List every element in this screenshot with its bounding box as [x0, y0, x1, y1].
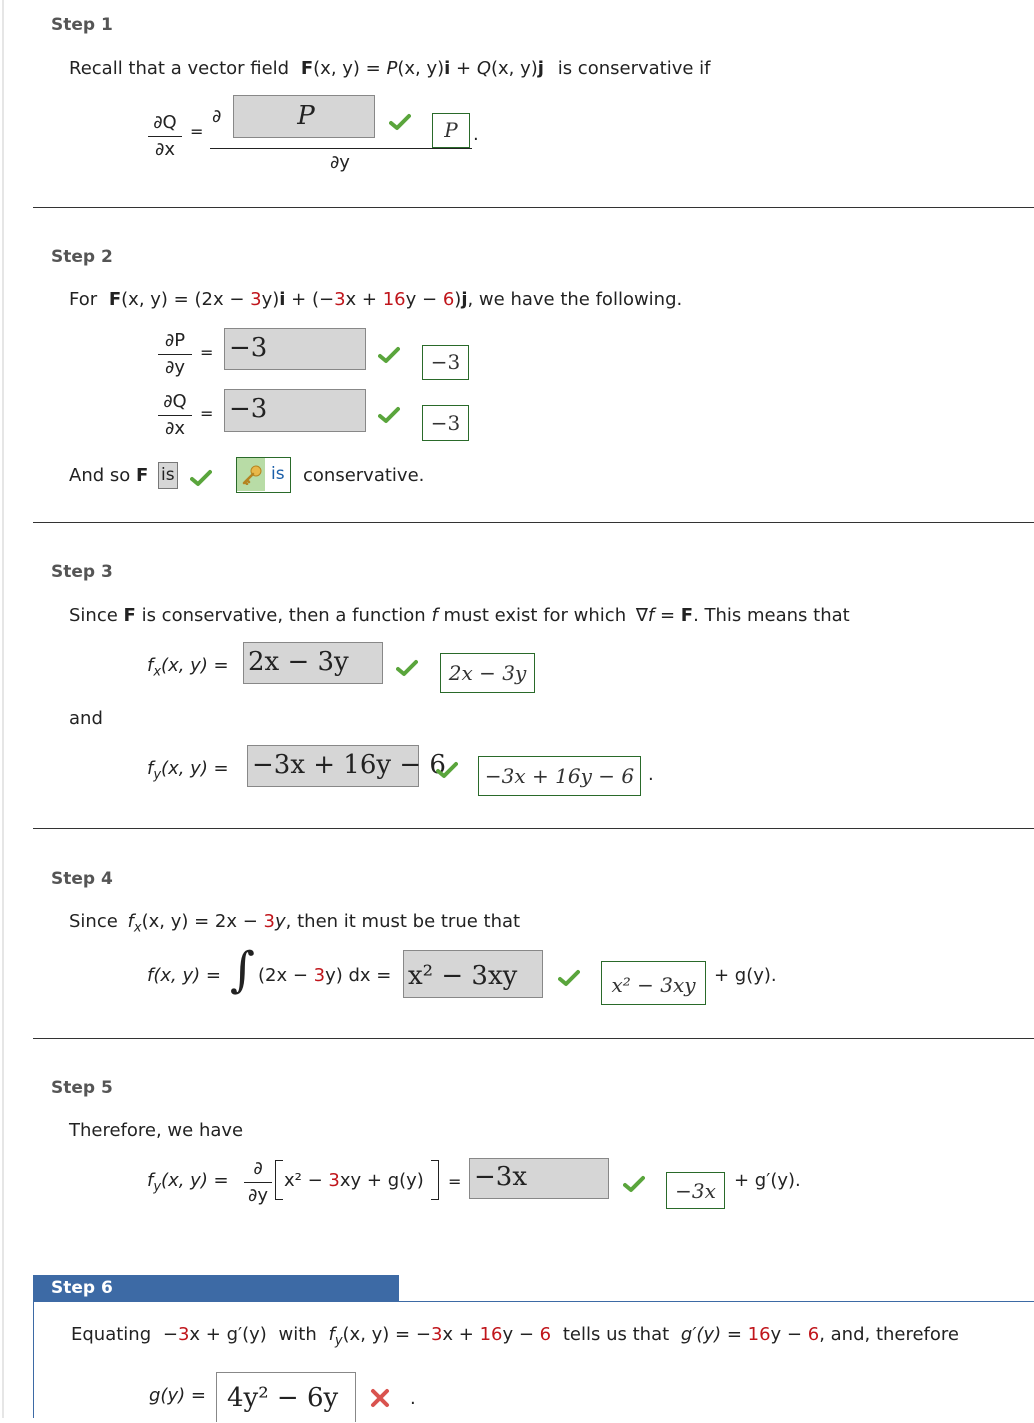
- step3-intro: Since F is conservative, then a function f must exist for which ∇f = F. This means that: [69, 605, 850, 626]
- step4-tail: + g(y).: [714, 965, 777, 986]
- step2-answer-box-1: −3: [422, 345, 469, 380]
- step6-period: .: [410, 1388, 416, 1409]
- step1-label: Step 1: [51, 15, 113, 35]
- step1-equals: =: [190, 122, 204, 141]
- step4-label: Step 4: [51, 869, 113, 889]
- correct-check-icon: [389, 113, 411, 131]
- divider-3: [33, 828, 1034, 829]
- step3-period: .: [648, 764, 654, 785]
- step5-intro: Therefore, we have: [69, 1120, 244, 1141]
- correct-check-icon: [190, 469, 212, 487]
- step2-intro: For F(x, y) = (2x − 3y)i + (−3x + 16y − 6)j, we have the following.: [69, 289, 683, 310]
- step4-lhs: f(x, y) =: [147, 965, 221, 986]
- step1-intro: Recall that a vector field F(x, y) = P(x, y)i + Q(x, y)j is conservative if: [69, 58, 711, 79]
- step4-entered-box[interactable]: x² − 3xy: [403, 950, 543, 998]
- correct-check-icon: [623, 1175, 645, 1193]
- correct-check-icon: [378, 346, 400, 364]
- step4-intro: Since $f_x(x$, y) = 2x − 3y, then it must be true that: [69, 911, 521, 936]
- step2-label: Step 2: [51, 247, 113, 267]
- step2-equals-1: =: [200, 343, 214, 362]
- divider-2: [33, 522, 1034, 523]
- step5-fy-label: $f_y(x$, y) =: [147, 1170, 229, 1195]
- step5-left-bracket: [275, 1160, 283, 1200]
- wrong-x-icon: [370, 1388, 390, 1408]
- step5-label: Step 5: [51, 1078, 113, 1098]
- step1-answer-box: P: [432, 113, 470, 148]
- step3-entered-fy[interactable]: −3x + 16y − 6: [247, 745, 419, 787]
- step6-input[interactable]: 4y² − 6y: [216, 1372, 356, 1422]
- step2-key-answer: is: [236, 457, 291, 493]
- correct-check-icon: [436, 761, 458, 779]
- step2-entered-box-2[interactable]: −3: [224, 389, 366, 432]
- step1-entered-box[interactable]: P: [233, 95, 375, 138]
- step2-equals-2: =: [200, 404, 214, 423]
- step2-answer-box-2: −3: [422, 405, 469, 441]
- step2-dp-dy: ∂P ∂y: [158, 330, 192, 379]
- step2-dq-dx: ∂Q ∂x: [158, 391, 192, 440]
- left-margin-line: [2, 0, 4, 1418]
- step4-answer-box: x² − 3xy: [601, 961, 706, 1005]
- step3-and: and: [69, 708, 103, 729]
- step5-entered-box[interactable]: −3x: [469, 1158, 609, 1199]
- step1-period: .: [473, 124, 479, 145]
- divider-4: [33, 1038, 1034, 1039]
- step1-partial: ∂: [212, 106, 222, 127]
- step3-fx-label: $f_x(x$, y) =: [147, 655, 229, 680]
- step3-answer-fx: 2x − 3y: [440, 653, 535, 693]
- step5-d-dy: ∂ ∂y: [244, 1158, 272, 1207]
- step5-bracket-content: x² − 3xy + g(y): [284, 1170, 424, 1191]
- step5-right-bracket: [431, 1160, 439, 1200]
- correct-check-icon: [396, 659, 418, 677]
- step4-integrand: (2x − 3y) dx =: [258, 965, 392, 986]
- step5-tail: + g′(y).: [734, 1170, 801, 1191]
- step1-fraction-bar: [210, 148, 472, 149]
- step2-conservative-text: conservative.: [303, 465, 425, 486]
- correct-check-icon: [378, 406, 400, 424]
- step6-text: Equating −3x + g′(y) with $f_y(x$, y) = −3x + 16y − 6 tells us that g′(y) = 16y − 6, and, therefore: [71, 1324, 959, 1349]
- divider-1: [33, 207, 1034, 208]
- step3-label: Step 3: [51, 562, 113, 582]
- step6-header: Step 6: [33, 1275, 399, 1302]
- step5-answer-box: −3x: [666, 1172, 725, 1209]
- step1-dq-dx: ∂Q ∂x: [148, 112, 182, 161]
- step2-entered-box-1[interactable]: −3: [224, 328, 366, 370]
- correct-check-icon: [558, 969, 580, 987]
- step3-fy-label: $f_y(x$, y) =: [147, 758, 229, 783]
- step2-select[interactable]: is: [158, 462, 178, 489]
- step3-entered-fx[interactable]: 2x − 3y: [243, 642, 383, 684]
- step6-g-label: g(y) =: [149, 1385, 206, 1406]
- step3-answer-fy: −3x + 16y − 6: [478, 756, 641, 796]
- step4-integral-sign: ∫: [230, 942, 256, 998]
- step5-equals: =: [448, 1172, 462, 1191]
- step1-dy: ∂y: [330, 152, 350, 173]
- key-icon: [241, 465, 263, 485]
- step2-andso: And so F: [69, 465, 149, 486]
